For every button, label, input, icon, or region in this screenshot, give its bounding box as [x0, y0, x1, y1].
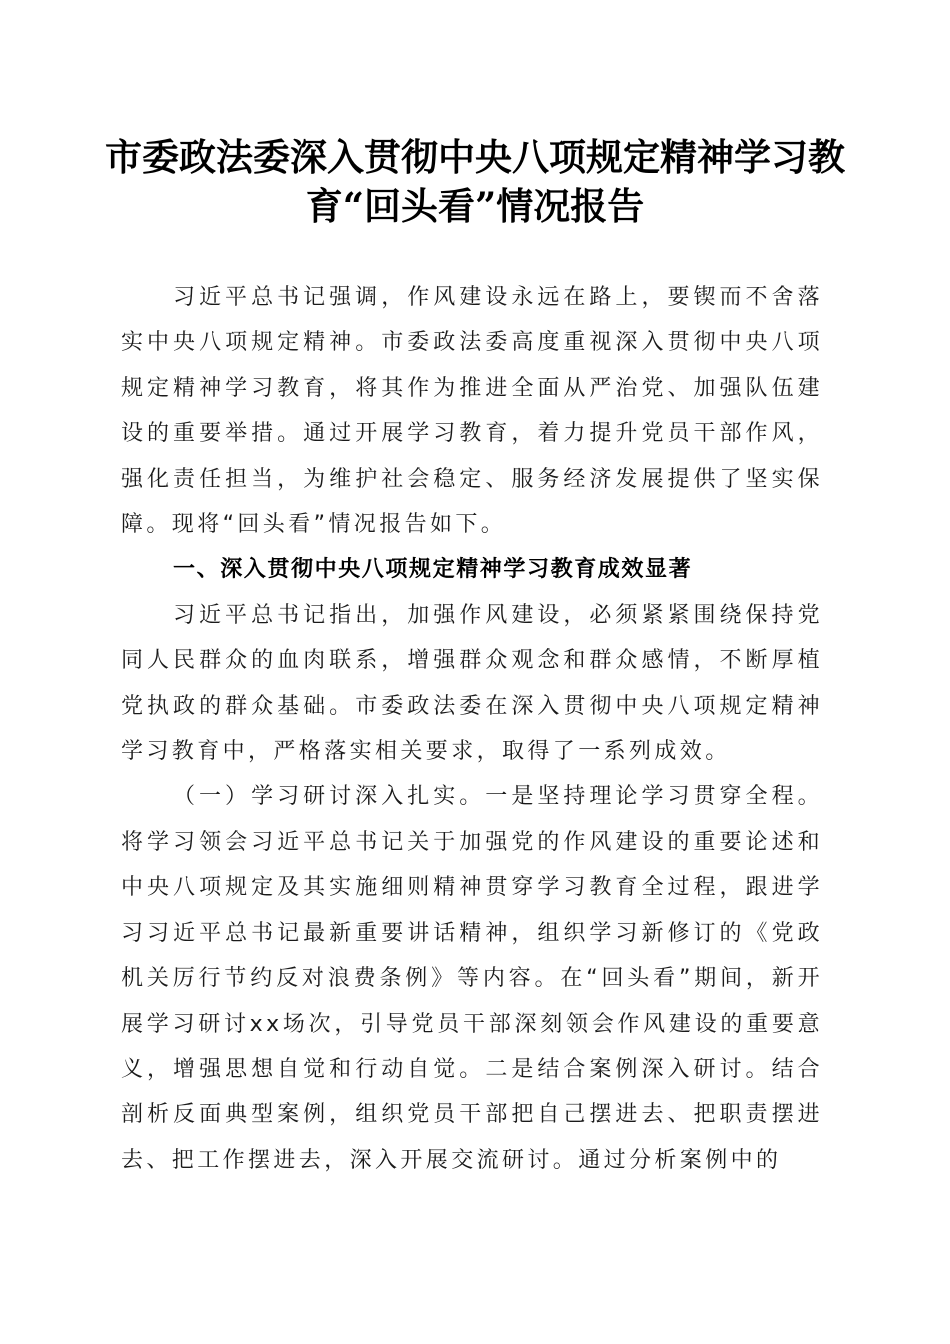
subsection-1-text: 一是坚持理论学习贯穿全程。将学习领会习近平总书记关于加强党的作风建设的重要论述和中央八项规定及其实施细则精神贯穿学习教育全过程，跟进学习习近平总书记最新重要讲话精神，组织学习新修订的《党政机关厉行节约反对浪费条例》等内容。在“回头看”期间，新开展学习研讨xx场次，引导党员干部深刻领会作风建设的重要意义，增强思想自觉和行动自觉。二是结合案例深入研讨。结合剖析反面典型案例，组织党员干部把自己摆进去、把职责摆进去、把工作摆进去，深入开展交流研讨。通过分析案例中的: [121, 784, 823, 1173]
document-body: [121, 275, 823, 1183]
intro-paragraph: 习近平总书记强调，作风建设永远在路上，要锲而不舍落实中央八项规定精神。市委政法委高度重视深入贯彻中央八项规定精神学习教育，将其作为推进全面从严治党、加强队伍建设的重要举措。通过开展学习教育，着力提升党员干部作风，强化责任担当，为维护社会稳定、服务经济发展提供了坚实保障。现将“回头看”情况报告如下。: [121, 285, 823, 538]
document-title: 市委政法委深入贯彻中央八项规定精神学习教育“回头看”情况报告: [105, 135, 845, 228]
subsection-1-heading: （一）学习研讨深入扎实。: [173, 784, 486, 810]
subsection-1-paragraph: [121, 774, 823, 1183]
section-1-heading: 一、深入贯彻中央八项规定精神学习教育成效显著: [173, 557, 693, 583]
section-1-paragraph: 习近平总书记指出，加强作风建设，必须紧紧围绕保持党同人民群众的血肉联系，增强群众观念和群众感情，不断厚植党执政的群众基础。市委政法委在深入贯彻中央八项规定精神学习教育中，严格落实相关要求，取得了一系列成效。: [121, 602, 823, 765]
